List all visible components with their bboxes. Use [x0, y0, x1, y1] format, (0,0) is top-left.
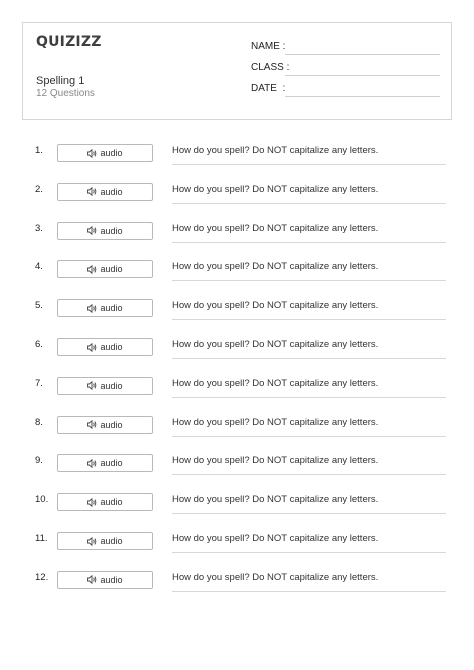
audio-button[interactable]	[57, 571, 153, 589]
audio-button-label: audio	[100, 419, 123, 430]
question-text: How do you spell? Do NOT capitalize any letters.	[172, 145, 379, 156]
question-row	[0, 184, 474, 223]
question-number: 10.	[35, 494, 49, 506]
quizizz-logo: QUIZIZZ	[36, 34, 102, 50]
audio-button[interactable]	[57, 416, 153, 434]
answer-line[interactable]	[172, 319, 446, 320]
question-number: 3.	[35, 222, 43, 234]
question-text: How do you spell? Do NOT capitalize any letters.	[172, 222, 379, 234]
answer-line[interactable]	[172, 474, 446, 475]
audio-button-label: audio	[100, 225, 123, 236]
question-number: 5.	[35, 300, 43, 312]
question-text: How do you spell? Do NOT capitalize any letters.	[172, 494, 379, 506]
question-row	[0, 572, 474, 611]
question-row	[0, 455, 474, 494]
answer-line[interactable]	[172, 513, 446, 514]
question-text: How do you spell? Do NOT capitalize any letters.	[172, 455, 379, 467]
answer-line[interactable]	[172, 358, 446, 359]
question-text: How do you spell? Do NOT capitalize any letters.	[172, 533, 379, 544]
audio-button[interactable]	[57, 532, 153, 550]
answer-line[interactable]	[172, 397, 446, 398]
question-row	[0, 339, 474, 378]
audio-button[interactable]	[57, 260, 153, 278]
answer-line[interactable]	[172, 164, 446, 165]
question-text: How do you spell? Do NOT capitalize any letters.	[172, 300, 379, 312]
date-field	[251, 83, 285, 94]
audio-button[interactable]	[57, 144, 153, 162]
question-row	[0, 417, 474, 456]
question-text: How do you spell? Do NOT capitalize any letters.	[172, 571, 379, 583]
question-number: 11.	[35, 533, 48, 544]
audio-button-label: audio	[100, 497, 123, 508]
question-row	[0, 145, 474, 184]
audio-button-label: audio	[100, 574, 123, 585]
question-row	[0, 533, 474, 572]
speaker-icon	[87, 459, 97, 468]
date-label: DATE :	[251, 83, 286, 94]
speaker-icon	[87, 265, 97, 274]
worksheet-header	[22, 22, 452, 120]
question-row	[0, 223, 474, 262]
speaker-icon	[87, 343, 97, 352]
question-row	[0, 378, 474, 417]
audio-button[interactable]	[57, 454, 153, 472]
class-input-line[interactable]	[285, 75, 440, 76]
question-number: 9.	[35, 455, 43, 467]
question-row	[0, 494, 474, 533]
name-input-line[interactable]	[285, 54, 440, 55]
question-row	[0, 261, 474, 300]
question-number: 2.	[35, 183, 43, 195]
speaker-icon	[87, 226, 97, 235]
question-text: How do you spell? Do NOT capitalize any letters.	[172, 416, 379, 428]
audio-button-label: audio	[100, 148, 123, 158]
answer-line[interactable]	[172, 436, 446, 437]
question-number: 1.	[35, 145, 43, 156]
audio-button-label: audio	[100, 458, 123, 469]
question-number: 6.	[35, 339, 43, 350]
audio-button[interactable]	[57, 377, 153, 395]
question-number: 12.	[35, 571, 49, 583]
speaker-icon	[87, 537, 97, 546]
audio-button[interactable]	[57, 493, 153, 511]
question-row	[0, 300, 474, 339]
audio-button-label: audio	[100, 303, 123, 314]
speaker-icon	[87, 420, 97, 429]
audio-button-label: audio	[100, 264, 123, 275]
class-label: CLASS :	[251, 62, 290, 73]
speaker-icon	[87, 187, 97, 196]
worksheet-title: Spelling 1	[36, 75, 85, 87]
audio-button[interactable]	[57, 183, 153, 201]
audio-button[interactable]	[57, 338, 153, 356]
speaker-icon	[87, 304, 97, 313]
speaker-icon	[87, 575, 97, 584]
answer-line[interactable]	[172, 552, 446, 553]
speaker-icon	[87, 498, 97, 507]
answer-line[interactable]	[172, 203, 446, 204]
audio-button[interactable]	[57, 299, 153, 317]
question-number: 8.	[35, 416, 43, 428]
answer-line[interactable]	[172, 280, 446, 281]
audio-button[interactable]	[57, 222, 153, 240]
question-number: 7.	[35, 377, 43, 389]
question-text: How do you spell? Do NOT capitalize any letters.	[172, 183, 379, 195]
speaker-icon	[87, 149, 97, 158]
answer-line[interactable]	[172, 242, 446, 243]
name-field	[251, 41, 285, 52]
question-text: How do you spell? Do NOT capitalize any letters.	[172, 377, 379, 389]
question-number: 4.	[35, 261, 43, 273]
speaker-icon	[87, 381, 97, 390]
answer-line[interactable]	[172, 591, 446, 592]
audio-button-label: audio	[100, 380, 123, 391]
audio-button-label: audio	[100, 342, 123, 352]
question-count: 12 Questions	[36, 88, 95, 99]
question-text: How do you spell? Do NOT capitalize any letters.	[172, 261, 379, 273]
audio-button-label: audio	[100, 186, 123, 197]
question-text: How do you spell? Do NOT capitalize any letters.	[172, 339, 379, 350]
audio-button-label: audio	[100, 536, 123, 546]
name-label: NAME :	[251, 41, 286, 52]
date-input-line[interactable]	[285, 96, 440, 97]
class-field	[251, 62, 289, 73]
